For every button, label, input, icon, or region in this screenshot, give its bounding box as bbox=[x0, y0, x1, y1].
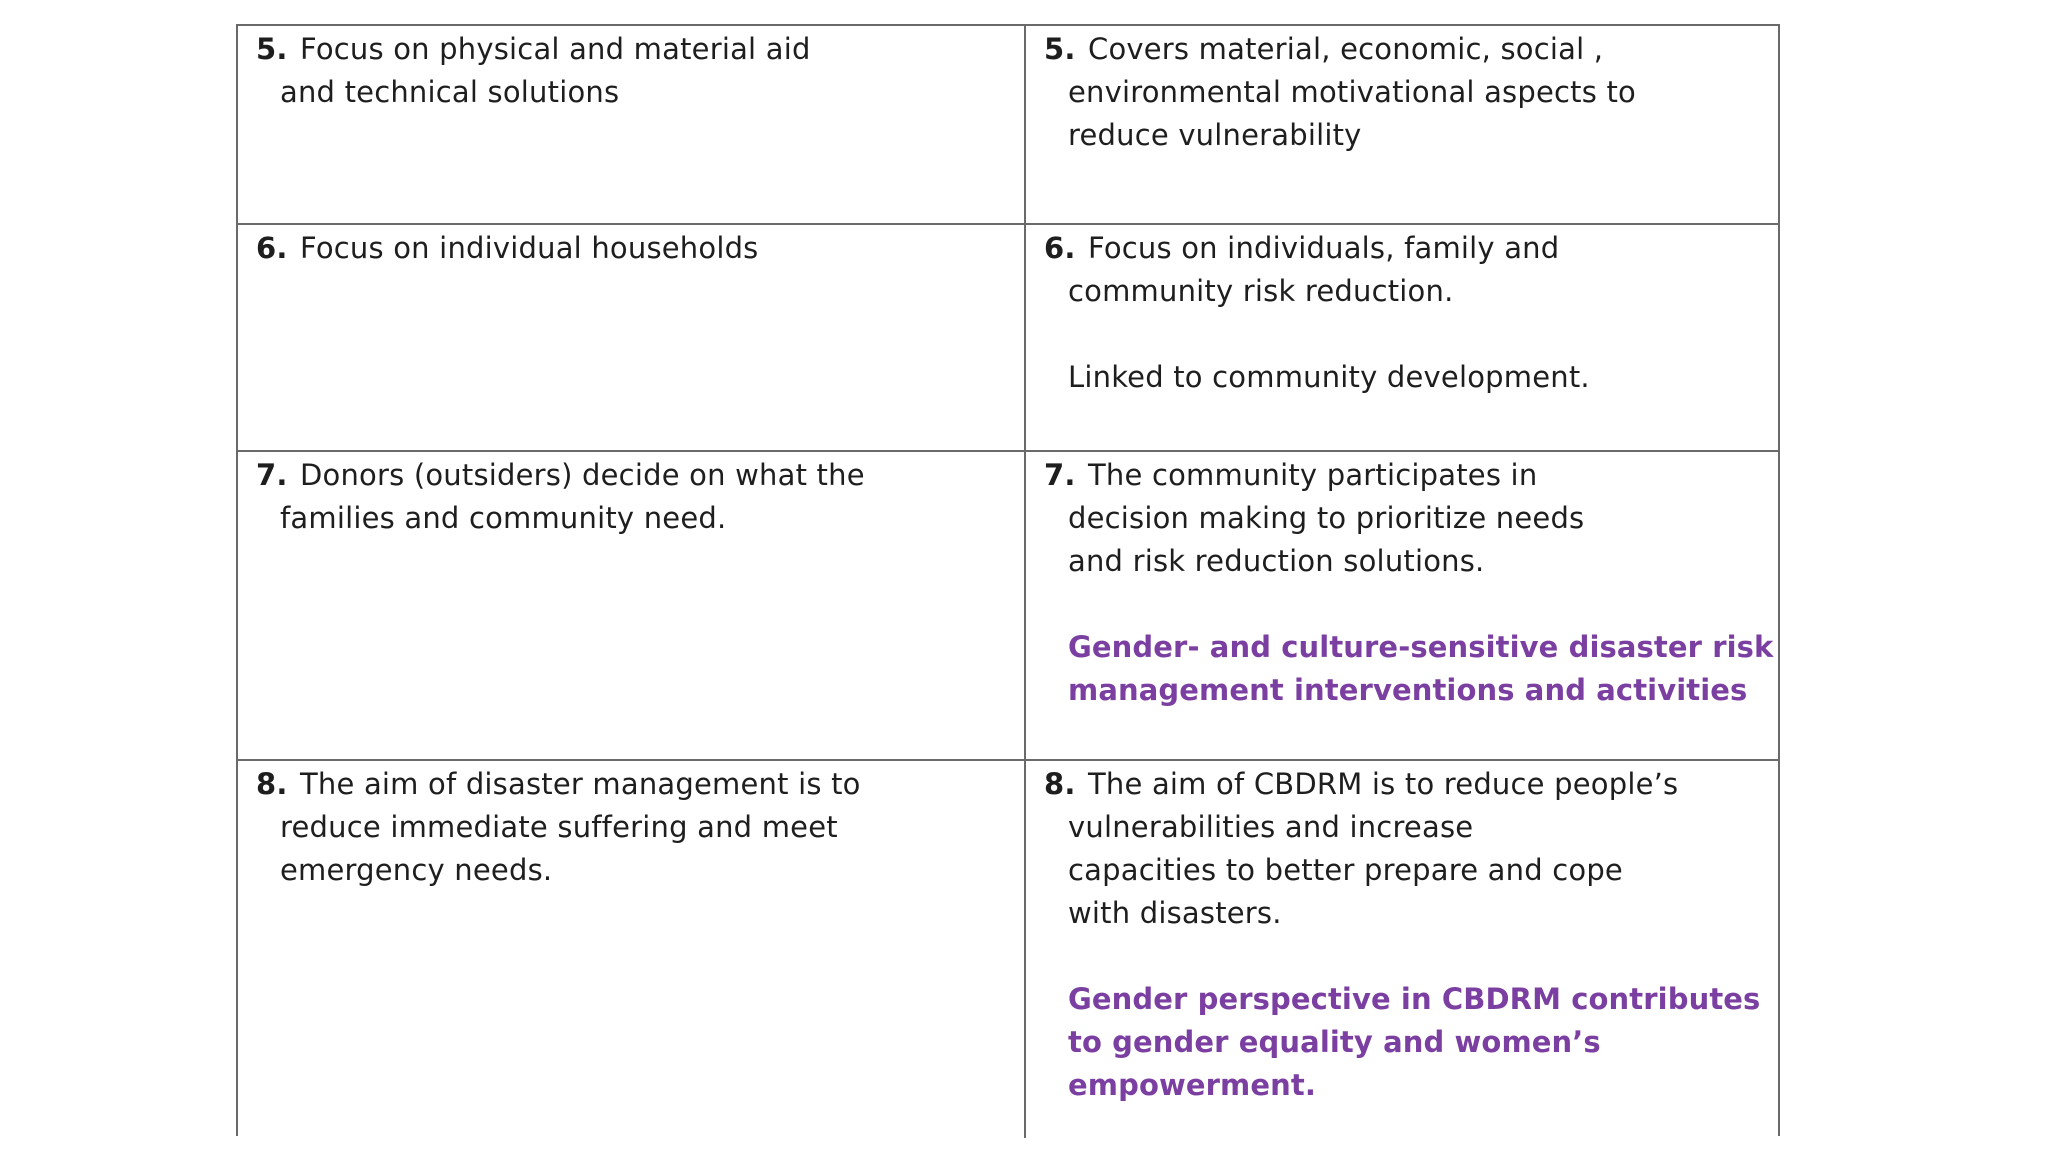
list-item bbox=[256, 454, 865, 540]
item-text: with disasters. bbox=[1068, 896, 1282, 930]
list-item bbox=[256, 763, 861, 892]
item-text: decision making to prioritize needs bbox=[1068, 501, 1585, 535]
highlight-text: Gender- and culture-sensitive disaster risk bbox=[1068, 630, 1774, 664]
item-number: 5. bbox=[256, 32, 288, 66]
table-cell-left bbox=[238, 761, 1026, 1138]
list-item bbox=[1044, 28, 1636, 157]
highlight-text: empowerment. bbox=[1068, 1068, 1316, 1102]
item-number: 7. bbox=[256, 458, 288, 492]
item-number: 6. bbox=[1044, 231, 1076, 265]
table-row bbox=[238, 225, 1778, 452]
item-text: The community participates in bbox=[1088, 458, 1538, 492]
item-note: Linked to community development. bbox=[1068, 360, 1590, 394]
item-text: Donors (outsiders) decide on what the bbox=[300, 458, 865, 492]
item-text: The aim of CBDRM is to reduce people’s bbox=[1088, 767, 1679, 801]
item-text: Focus on individuals, family and bbox=[1088, 231, 1560, 265]
table-cell-right bbox=[1026, 26, 1778, 223]
item-text: emergency needs. bbox=[280, 853, 553, 887]
item-number: 6. bbox=[256, 231, 288, 265]
item-text: Covers material, economic, social , bbox=[1088, 32, 1604, 66]
comparison-table bbox=[236, 24, 1780, 1136]
list-item bbox=[256, 28, 811, 114]
list-item bbox=[1044, 227, 1590, 399]
item-text: capacities to better prepare and cope bbox=[1068, 853, 1623, 887]
item-text: Focus on individual households bbox=[300, 231, 759, 265]
table-row bbox=[238, 452, 1778, 761]
item-text: environmental motivational aspects to bbox=[1068, 75, 1636, 109]
table-cell-left bbox=[238, 225, 1026, 450]
item-number: 5. bbox=[1044, 32, 1076, 66]
item-text: and risk reduction solutions. bbox=[1068, 544, 1485, 578]
table-cell-right bbox=[1026, 452, 1778, 759]
table-row bbox=[238, 761, 1778, 1138]
item-text: vulnerabilities and increase bbox=[1068, 810, 1474, 844]
item-number: 8. bbox=[1044, 767, 1076, 801]
item-number: 7. bbox=[1044, 458, 1076, 492]
item-text: Focus on physical and material aid bbox=[300, 32, 811, 66]
list-item bbox=[256, 227, 759, 270]
item-text: families and community need. bbox=[280, 501, 727, 535]
table-row bbox=[238, 26, 1778, 225]
highlight-text: Gender perspective in CBDRM contributes bbox=[1068, 982, 1761, 1016]
item-text: reduce immediate suffering and meet bbox=[280, 810, 838, 844]
item-text: community risk reduction. bbox=[1068, 274, 1454, 308]
table-cell-left bbox=[238, 26, 1026, 223]
list-item bbox=[1044, 763, 1760, 1107]
highlight-text: management interventions and activities bbox=[1068, 673, 1748, 707]
item-text: The aim of disaster management is to bbox=[300, 767, 861, 801]
table-cell-left bbox=[238, 452, 1026, 759]
table-cell-right bbox=[1026, 761, 1778, 1138]
item-number: 8. bbox=[256, 767, 288, 801]
list-item bbox=[1044, 454, 1773, 712]
highlight-text: to gender equality and women’s bbox=[1068, 1025, 1601, 1059]
item-text: reduce vulnerability bbox=[1068, 118, 1362, 152]
item-text: and technical solutions bbox=[280, 75, 620, 109]
table-cell-right bbox=[1026, 225, 1778, 450]
